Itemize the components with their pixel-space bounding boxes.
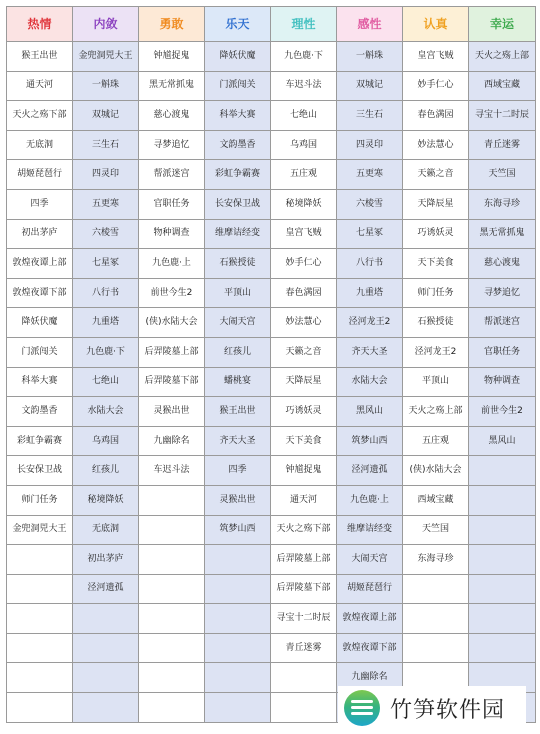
table-cell [469, 545, 536, 575]
table-row [7, 604, 536, 634]
table-cell [469, 604, 536, 634]
column-header: 理性 [271, 7, 337, 42]
table-cell: 筑梦山西 [337, 426, 403, 456]
table-cell [139, 693, 205, 723]
table-cell: 天火之殇下部 [7, 101, 73, 131]
table-row [7, 545, 536, 575]
table-row [7, 71, 536, 101]
table-cell [469, 633, 536, 663]
table-cell: 九色鹿·下 [73, 337, 139, 367]
table-cell: 黑风山 [469, 426, 536, 456]
table-cell: 齐天大圣 [337, 337, 403, 367]
table-cell: 妙法慧心 [403, 130, 469, 160]
table-cell: 红孩儿 [205, 337, 271, 367]
table-cell: 慈心渡鬼 [469, 249, 536, 279]
table-cell: 帮派迷宫 [139, 160, 205, 190]
table-cell: 初出茅庐 [73, 545, 139, 575]
table-cell: 前世今生2 [469, 397, 536, 427]
column-header: 热情 [7, 7, 73, 42]
task-table-container [6, 6, 535, 723]
table-cell: 九色鹿·上 [139, 249, 205, 279]
table-cell [7, 663, 73, 693]
table-cell: 平顶山 [205, 278, 271, 308]
table-cell: 初出茅庐 [7, 219, 73, 249]
table-cell: 大闹天宫 [337, 545, 403, 575]
table-cell: 师门任务 [403, 278, 469, 308]
table-cell: 六棱雪 [337, 189, 403, 219]
table-cell: 平顶山 [403, 367, 469, 397]
table-cell [73, 693, 139, 723]
watermark-logo [338, 686, 526, 730]
table-cell: 九色鹿·上 [337, 485, 403, 515]
table-cell [139, 604, 205, 634]
table-cell [403, 633, 469, 663]
table-cell: 师门任务 [7, 485, 73, 515]
table-cell: 前世今生2 [139, 278, 205, 308]
table-cell: 天下美食 [271, 426, 337, 456]
table-cell: 泾河龙王2 [337, 308, 403, 338]
table-cell: 天籁之音 [403, 160, 469, 190]
table-row [7, 278, 536, 308]
table-cell: 长安保卫战 [205, 189, 271, 219]
table-cell: 灵猴出世 [205, 485, 271, 515]
table-cell [469, 485, 536, 515]
table-cell [205, 663, 271, 693]
table-cell: 七绝山 [271, 101, 337, 131]
table-cell: 秘境降妖 [271, 189, 337, 219]
table-cell [139, 545, 205, 575]
table-cell: 乌鸡国 [73, 426, 139, 456]
task-table [6, 6, 536, 723]
table-cell: 车迟斗法 [271, 71, 337, 101]
table-cell: 四季 [205, 456, 271, 486]
table-row [7, 367, 536, 397]
table-cell: 春色满园 [271, 278, 337, 308]
table-cell: 四季 [7, 189, 73, 219]
table-cell [139, 633, 205, 663]
table-cell: 官职任务 [469, 337, 536, 367]
table-cell: 物种调查 [139, 219, 205, 249]
table-cell: 慈心渡鬼 [139, 101, 205, 131]
table-cell: 东海寻珍 [469, 189, 536, 219]
table-cell: 胡姬琵琶行 [7, 160, 73, 190]
table-cell: 后羿陵墓上部 [139, 337, 205, 367]
table-cell: 天降辰星 [403, 189, 469, 219]
table-cell: 巧诱妖灵 [403, 219, 469, 249]
table-cell: 五庄观 [403, 426, 469, 456]
table-cell [7, 545, 73, 575]
table-cell: 钟馗捉鬼 [271, 456, 337, 486]
table-cell: 妙手仁心 [271, 249, 337, 279]
table-cell: 水陆大会 [337, 367, 403, 397]
table-cell [7, 604, 73, 634]
table-cell: 七星冢 [337, 219, 403, 249]
table-cell: 后羿陵墓下部 [271, 574, 337, 604]
table-cell: 维摩诘经变 [337, 515, 403, 545]
table-cell: 双城记 [337, 71, 403, 101]
table-row [7, 485, 536, 515]
table-cell: 九幽除名 [139, 426, 205, 456]
table-cell [73, 604, 139, 634]
table-cell: 后羿陵墓上部 [271, 545, 337, 575]
table-cell [205, 604, 271, 634]
table-cell: 长安保卫战 [7, 456, 73, 486]
table-cell: 一斛珠 [73, 71, 139, 101]
table-cell: 黑风山 [337, 397, 403, 427]
table-cell: 金兜洞兕大王 [73, 42, 139, 72]
table-cell: 西域宝藏 [403, 485, 469, 515]
table-cell: 无底洞 [73, 515, 139, 545]
table-cell: 官职任务 [139, 189, 205, 219]
table-row [7, 574, 536, 604]
table-cell: 五庄观 [271, 160, 337, 190]
table-row [7, 633, 536, 663]
table-cell: 泾河遗孤 [337, 456, 403, 486]
table-cell: 物种调查 [469, 367, 536, 397]
table-cell [205, 545, 271, 575]
table-cell: 石猴授徒 [403, 308, 469, 338]
table-cell: 天籁之音 [271, 337, 337, 367]
table-cell: 九幽除名 [337, 663, 403, 693]
table-cell: 三生石 [337, 101, 403, 131]
table-cell: 妙手仁心 [403, 71, 469, 101]
table-cell: 后羿陵墓下部 [139, 367, 205, 397]
table-row [7, 101, 536, 131]
table-cell: 大闹天宫 [205, 308, 271, 338]
header-row [7, 7, 536, 42]
table-cell: 天竺国 [403, 515, 469, 545]
table-cell: 皇宫飞贼 [403, 42, 469, 72]
table-cell [139, 515, 205, 545]
table-cell: 降妖伏魔 [205, 42, 271, 72]
table-cell [403, 604, 469, 634]
table-cell [73, 663, 139, 693]
table-cell: 七星冢 [73, 249, 139, 279]
table-cell: 六棱雪 [73, 219, 139, 249]
table-cell: 天火之殇上部 [469, 42, 536, 72]
table-cell: 乌鸡国 [271, 130, 337, 160]
table-cell: (侠)水陆大会 [403, 456, 469, 486]
table-cell: 四灵印 [73, 160, 139, 190]
column-header: 乐天 [205, 7, 271, 42]
table-body [7, 42, 536, 723]
column-header: 感性 [337, 7, 403, 42]
table-cell: 彩虹争霸赛 [7, 426, 73, 456]
table-cell: 五更寒 [337, 160, 403, 190]
table-row [7, 189, 536, 219]
table-cell: 一斛珠 [337, 42, 403, 72]
table-cell: 巧诱妖灵 [271, 397, 337, 427]
table-cell: 五更寒 [73, 189, 139, 219]
table-cell [73, 633, 139, 663]
table-cell: 九重塔 [73, 308, 139, 338]
table-cell [139, 485, 205, 515]
table-cell: 敦煌夜谭上部 [7, 249, 73, 279]
table-cell: 泾河遗孤 [73, 574, 139, 604]
table-cell [469, 574, 536, 604]
table-cell [7, 693, 73, 723]
table-cell: 八行书 [337, 249, 403, 279]
table-cell: 寻宝十二时辰 [271, 604, 337, 634]
table-cell [271, 693, 337, 723]
table-cell: 敦煌夜谭下部 [337, 633, 403, 663]
table-row [7, 337, 536, 367]
table-cell [139, 574, 205, 604]
table-cell: 天下美食 [403, 249, 469, 279]
table-row [7, 515, 536, 545]
table-cell: 维摩诘经变 [205, 219, 271, 249]
table-cell: 车迟斗法 [139, 456, 205, 486]
table-cell: 七绝山 [73, 367, 139, 397]
table-cell: 彩虹争霸赛 [205, 160, 271, 190]
bamboo-logo-icon [344, 690, 380, 726]
table-cell: 双城记 [73, 101, 139, 131]
table-row [7, 130, 536, 160]
table-cell: (侠)水陆大会 [139, 308, 205, 338]
table-cell: 青丘迷雾 [271, 633, 337, 663]
table-row [7, 397, 536, 427]
table-cell: 蟠桃宴 [205, 367, 271, 397]
table-cell: 文韵墨香 [205, 130, 271, 160]
table-cell: 通天河 [271, 485, 337, 515]
table-cell: 泾河龙王2 [403, 337, 469, 367]
table-cell [271, 663, 337, 693]
table-cell: 天火之殇上部 [403, 397, 469, 427]
column-header: 幸运 [469, 7, 536, 42]
table-cell: 猴王出世 [7, 42, 73, 72]
table-cell: 寻梦追忆 [139, 130, 205, 160]
table-cell: 金兜洞兕大王 [7, 515, 73, 545]
table-cell: 黑无常抓鬼 [139, 71, 205, 101]
table-cell [469, 515, 536, 545]
table-cell: 寻梦追忆 [469, 278, 536, 308]
table-cell: 胡姬琵琶行 [337, 574, 403, 604]
column-header: 认真 [403, 7, 469, 42]
table-cell: 秘境降妖 [73, 485, 139, 515]
table-cell: 青丘迷雾 [469, 130, 536, 160]
table-row [7, 456, 536, 486]
table-cell: 齐天大圣 [205, 426, 271, 456]
table-cell: 降妖伏魔 [7, 308, 73, 338]
table-cell [205, 693, 271, 723]
table-cell [469, 456, 536, 486]
table-cell: 天降辰星 [271, 367, 337, 397]
table-cell: 门派闯关 [7, 337, 73, 367]
table-cell: 九色鹿·下 [271, 42, 337, 72]
watermark-text: 竹笋软件园 [390, 697, 506, 723]
table-cell: 红孩儿 [73, 456, 139, 486]
table-row [7, 249, 536, 279]
column-header: 勇敢 [139, 7, 205, 42]
table-cell [205, 633, 271, 663]
table-cell: 水陆大会 [73, 397, 139, 427]
table-cell: 文韵墨香 [7, 397, 73, 427]
table-cell: 门派闯关 [205, 71, 271, 101]
table-cell [403, 574, 469, 604]
table-row [7, 42, 536, 72]
table-cell: 东海寻珍 [403, 545, 469, 575]
table-cell: 敦煌夜谭下部 [7, 278, 73, 308]
table-row [7, 426, 536, 456]
table-cell: 筑梦山西 [205, 515, 271, 545]
table-cell: 三生石 [73, 130, 139, 160]
table-cell: 敦煌夜谭上部 [337, 604, 403, 634]
table-cell: 无底洞 [7, 130, 73, 160]
table-cell: 科举大赛 [205, 101, 271, 131]
table-cell [7, 633, 73, 663]
table-cell: 寻宝十二时辰 [469, 101, 536, 131]
table-cell [7, 574, 73, 604]
table-row [7, 219, 536, 249]
table-cell: 黑无常抓鬼 [469, 219, 536, 249]
column-header: 内敛 [73, 7, 139, 42]
table-cell: 春色满园 [403, 101, 469, 131]
table-cell [139, 663, 205, 693]
table-row [7, 308, 536, 338]
table-cell: 天火之殇下部 [271, 515, 337, 545]
table-cell: 科举大赛 [7, 367, 73, 397]
table-cell: 帮派迷宫 [469, 308, 536, 338]
table-cell: 皇宫飞贼 [271, 219, 337, 249]
table-cell: 八行书 [73, 278, 139, 308]
table-cell: 四灵印 [337, 130, 403, 160]
table-cell: 妙法慧心 [271, 308, 337, 338]
table-cell: 九重塔 [337, 278, 403, 308]
table-cell: 石猴授徒 [205, 249, 271, 279]
table-cell: 通天河 [7, 71, 73, 101]
table-cell: 猴王出世 [205, 397, 271, 427]
table-cell: 钟馗捉鬼 [139, 42, 205, 72]
table-cell: 西域宝藏 [469, 71, 536, 101]
table-cell: 灵猴出世 [139, 397, 205, 427]
table-cell [205, 574, 271, 604]
table-cell: 天竺国 [469, 160, 536, 190]
table-row [7, 160, 536, 190]
